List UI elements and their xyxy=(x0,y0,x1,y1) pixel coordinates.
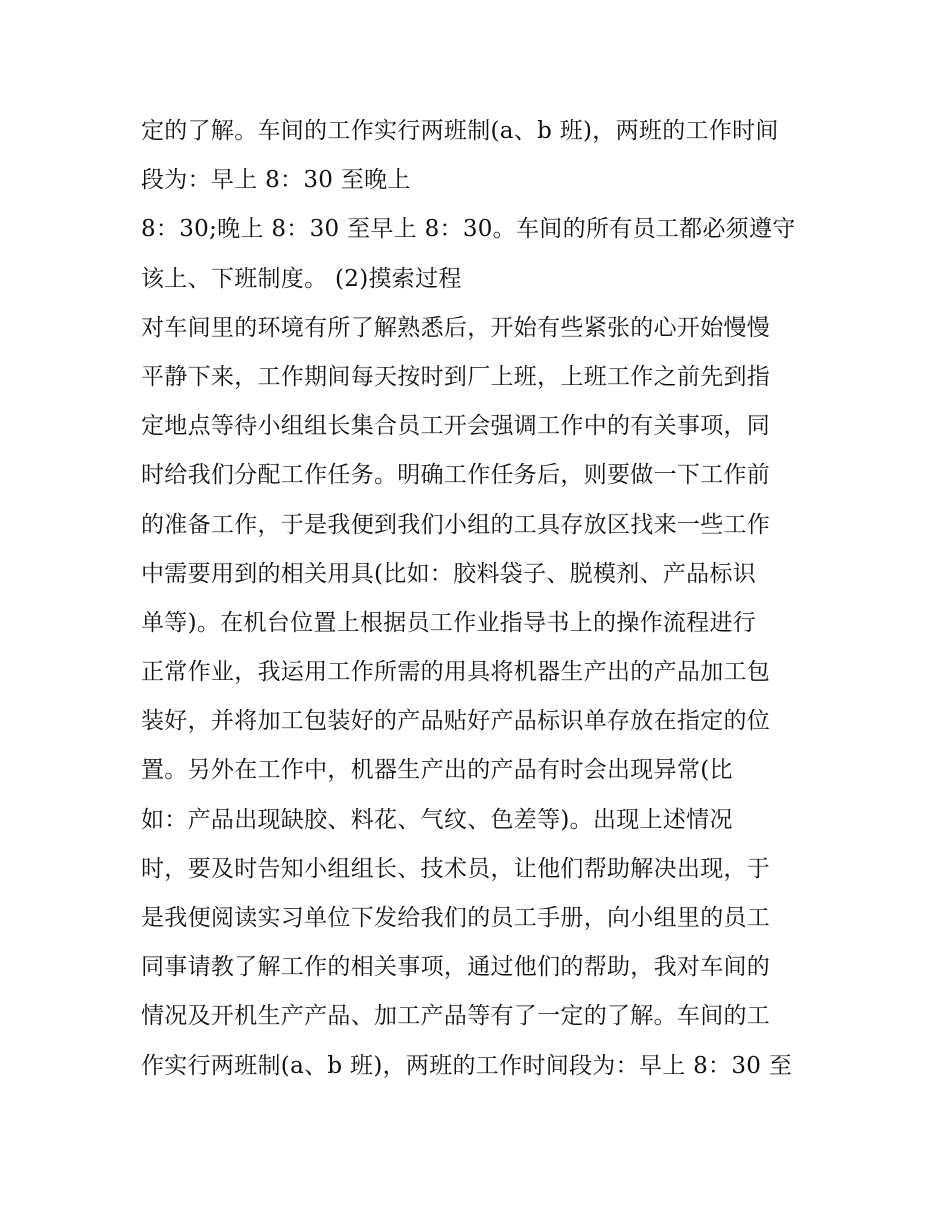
text-line: 同事请教了解工作的相关事项，通过他们的帮助，我对车间的 xyxy=(141,954,771,981)
text-line: 平静下来，工作期间每天按时到厂上班，上班工作之前先到指 xyxy=(141,363,771,390)
text-line: 8：30;晚上 8：30 至早上 8：30。车间的所有员工都必须遵守 xyxy=(141,216,796,243)
text-line: 单等)。在机台位置上根据员工作业指导书上的操作流程进行 xyxy=(141,609,757,636)
text-line: 时，要及时告知小组组长、技术员，让他们帮助解决出现，于 xyxy=(141,855,771,882)
text-line: 如：产品出现缺胶、料花、气纹、色差等)。出现上述情况 xyxy=(141,806,733,833)
text-line: 正常作业，我运用工作所需的用具将机器生产出的产品加工包 xyxy=(141,659,771,686)
text-line: 定地点等待小组组长集合员工开会强调工作中的有关事项，同 xyxy=(141,413,771,440)
text-line: 置。另外在工作中，机器生产出的产品有时会出现异常(比 xyxy=(141,757,733,784)
text-line: 时给我们分配工作任务。明确工作任务后，则要做一下工作前 xyxy=(141,462,771,489)
text-line: 作实行两班制(a、b 班)，两班的工作时间段为：早上 8：30 至 xyxy=(141,1052,793,1079)
text-line: 是我便阅读实习单位下发给我们的员工手册，向小组里的员工 xyxy=(141,905,771,931)
body-text xyxy=(141,107,841,1091)
text-line: 情况及开机生产产品、加工产品等有了一定的了解。车间的工 xyxy=(141,1003,771,1030)
text-line: 该上、下班制度。 (2)摸索过程 xyxy=(141,265,462,292)
text-line: 中需要用到的相关用具(比如：胶料袋子、脱模剂、产品标识 xyxy=(141,560,757,587)
text-line: 段为：早上 8：30 至晚上 xyxy=(141,167,411,194)
text-line: 定的了解。车间的工作实行两班制(a、b 班)，两班的工作时间 xyxy=(141,118,779,144)
text-line: 装好，并将加工包装好的产品贴好产品标识单存放在指定的位 xyxy=(141,708,771,735)
text-line: 对车间里的环境有所了解熟悉后，开始有些紧张的心开始慢慢 xyxy=(141,314,771,341)
text-line: 的准备工作，于是我便到我们小组的工具存放区找来一些工作 xyxy=(141,511,771,538)
